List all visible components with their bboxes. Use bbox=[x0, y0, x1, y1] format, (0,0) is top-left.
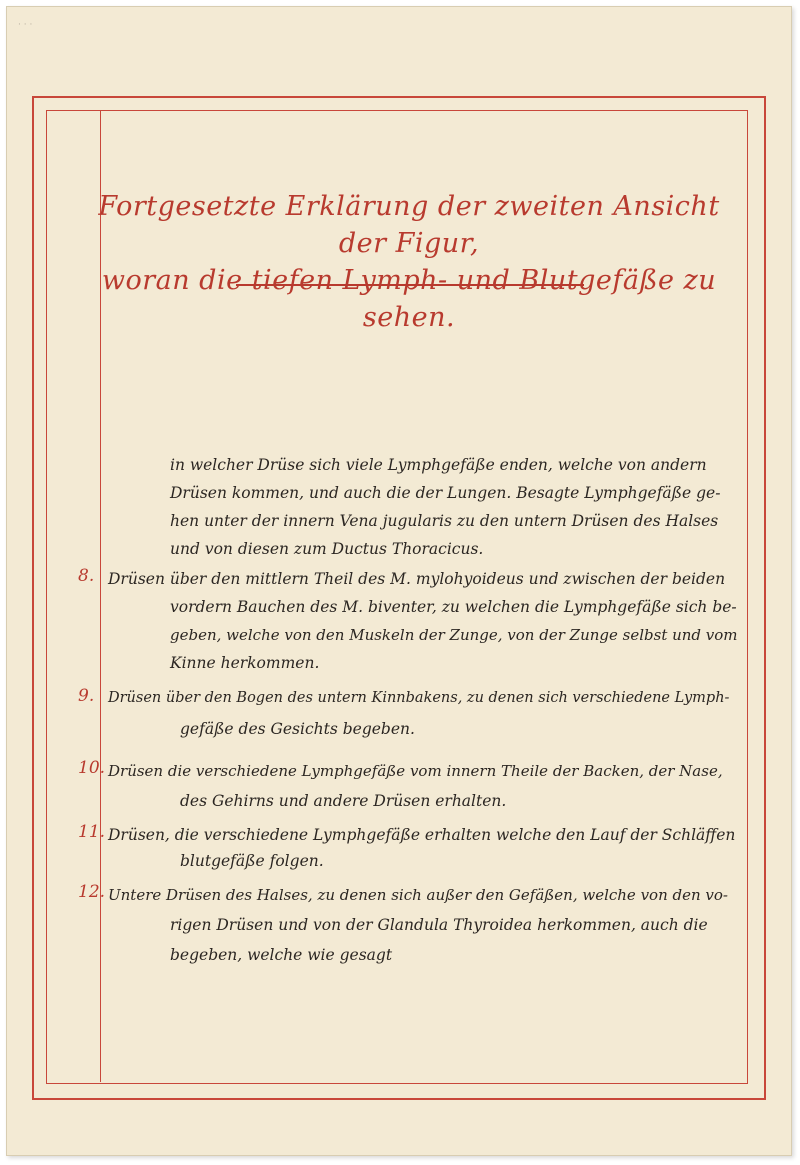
title-line-2: woran die tiefen Lymph- und Blutgefäße zu sehen. bbox=[101, 265, 717, 333]
item-line: gefäße des Gesichts begeben. bbox=[180, 720, 415, 738]
item-number: 9. bbox=[78, 686, 95, 706]
title-underline bbox=[236, 284, 584, 286]
continuation-line: hen unter der innern Vena jugularis zu den untern Drüsen des Halses bbox=[170, 512, 719, 530]
item-line: blutgefäße folgen. bbox=[180, 852, 324, 870]
item-line: des Gehirns und andere Drüsen erhalten. bbox=[180, 792, 507, 810]
continuation-line: in welcher Drüse sich viele Lymphgefäße enden, welche von andern bbox=[170, 456, 707, 474]
item-number: 10. bbox=[78, 758, 106, 778]
item-line: geben, welche von den Muskeln der Zunge, von der Zunge selbst und vom bbox=[170, 626, 738, 644]
archive-pencil-mark: · · · bbox=[18, 20, 33, 30]
item-line: Drüsen, die verschiedene Lymphgefäße erhalten welche den Lauf der Schläffen bbox=[108, 826, 736, 844]
title-line-1: Fortgesetzte Erklärung der zweiten Ansicht der Figur, bbox=[98, 191, 720, 259]
item-line: begeben, welche wie gesagt bbox=[170, 946, 393, 964]
item-line: Drüsen die verschiedene Lymphgefäße vom innern Theile der Backen, der Nase, bbox=[108, 762, 723, 780]
item-line: Drüsen über den Bogen des untern Kinnbakens, zu denen sich verschiedene Lymph- bbox=[108, 690, 730, 706]
continuation-line: Drüsen kommen, und auch die der Lungen. Besagte Lymphgefäße ge- bbox=[170, 484, 721, 502]
continuation-line: und von diesen zum Ductus Thoracicus. bbox=[170, 540, 484, 558]
item-number: 12. bbox=[78, 882, 106, 902]
item-line: Kinne herkommen. bbox=[170, 654, 320, 672]
item-line: Drüsen über den mittlern Theil des M. mylohyoideus und zwischen der beiden bbox=[108, 570, 726, 588]
page-title bbox=[84, 188, 734, 336]
item-number: 11. bbox=[78, 822, 106, 842]
item-number: 8. bbox=[78, 566, 95, 586]
item-line: vordern Bauchen des M. biventer, zu welchen die Lymphgefäße sich be- bbox=[170, 598, 737, 616]
item-line: Untere Drüsen des Halses, zu denen sich außer den Gefäßen, welche von den vo- bbox=[108, 886, 728, 904]
item-line: rigen Drüsen und von der Glandula Thyroidea herkommen, auch die bbox=[170, 916, 708, 934]
